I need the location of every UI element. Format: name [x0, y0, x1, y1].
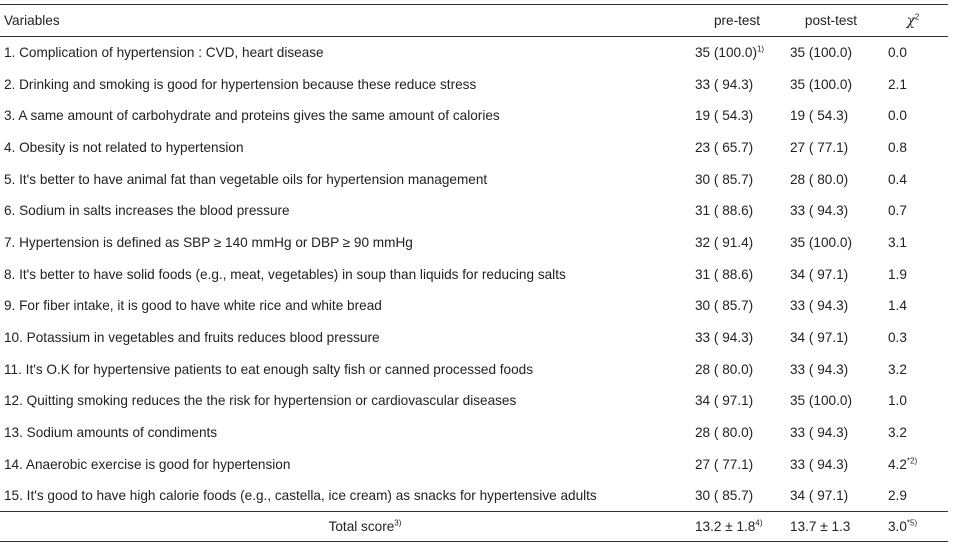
chi-square-value: 1.4 [888, 298, 907, 314]
post-test-cell: 33 ( 94.3) [790, 361, 849, 377]
knowledge-table [0, 4, 948, 542]
chi-square-cell [878, 322, 948, 354]
chi-square-cell [878, 100, 948, 132]
pre-test-value: 34 ( 97.1) [695, 393, 754, 409]
variable-cell: 4. Obesity is not related to hypertension [4, 139, 244, 155]
total-label: Total score [328, 519, 395, 535]
table-row [0, 132, 948, 164]
chi-square-cell [878, 132, 948, 164]
variable-cell: 6. Sodium in salts increases the blood pressure [4, 203, 290, 219]
pre-test-value: 35 (100.0) [695, 45, 757, 61]
post-test-cell: 27 ( 77.1) [790, 139, 849, 155]
post-test-cell: 34 ( 97.1) [790, 488, 849, 504]
chi-square-cell [878, 37, 948, 69]
pre-test-value: 28 ( 80.0) [695, 425, 754, 441]
total-pre: 13.2 ± 1.8 [695, 519, 756, 535]
chi-square-value: 3.2 [888, 361, 907, 377]
chi-square-value: 2.1 [888, 76, 907, 92]
pre-test-cell [690, 258, 784, 290]
table-row [0, 448, 948, 480]
pre-test-value: 19 ( 54.3) [695, 108, 754, 124]
table-row [0, 353, 948, 385]
chi-square-value: 3.2 [888, 425, 907, 441]
pre-test-value: 30 ( 85.7) [695, 298, 754, 314]
header-pre-test: pre-test [690, 5, 784, 37]
post-test-cell: 34 ( 97.1) [790, 330, 849, 346]
pre-test-value: 27 ( 77.1) [695, 456, 754, 472]
pre-test-value: 32 ( 91.4) [695, 234, 754, 250]
post-test-cell: 33 ( 94.3) [790, 456, 849, 472]
pre-test-cell [690, 322, 784, 354]
post-test-cell: 28 ( 80.0) [790, 171, 849, 187]
chi-square-value: 0.0 [888, 45, 907, 61]
pre-test-value: 30 ( 85.7) [695, 488, 754, 504]
chi-square-cell [878, 353, 948, 385]
post-test-cell: 35 (100.0) [790, 234, 852, 250]
table-row [0, 68, 948, 100]
chi-square-cell [878, 417, 948, 449]
total-chi-sup: *5) [906, 518, 918, 528]
pre-test-cell [690, 195, 784, 227]
variable-cell: 15. It's good to have high calorie foods (e.g., castella, ice cream) as snacks for hypertensive adults [4, 488, 597, 504]
pre-test-value: 33 ( 94.3) [695, 76, 754, 92]
pre-test-value: 33 ( 94.3) [695, 330, 754, 346]
chi-square-cell [878, 385, 948, 417]
header-post-test: post-test [784, 5, 878, 37]
variable-cell: 3. A same amount of carbohydrate and proteins gives the same amount of calories [4, 108, 500, 124]
chi-square-value: 3.1 [888, 234, 907, 250]
pre-test-cell [690, 385, 784, 417]
chi-symbol: χ [906, 12, 915, 29]
pre-test-value: 28 ( 80.0) [695, 361, 754, 377]
pre-test-value: 31 ( 88.6) [695, 203, 754, 219]
post-test-cell: 35 (100.0) [790, 393, 852, 409]
pre-test-cell [690, 100, 784, 132]
pre-test-cell [690, 68, 784, 100]
pre-test-cell [690, 37, 784, 69]
total-post-cell [784, 512, 878, 542]
post-test-cell: 19 ( 54.3) [790, 108, 849, 124]
chi-square-cell [878, 480, 948, 512]
variable-cell: 12. Quitting smoking reduces the the risk for hypertension or cardiovascular diseases [4, 393, 517, 409]
chi-square-value: 1.9 [888, 266, 907, 282]
chi-square-value: 1.0 [888, 393, 907, 409]
chi-square-cell [878, 290, 948, 322]
chi-square-value: 0.8 [888, 139, 907, 155]
table-body [0, 37, 948, 542]
chi-square-value: 2.9 [888, 488, 907, 504]
chi-square-value: 0.0 [888, 108, 907, 124]
header-row [0, 5, 948, 37]
knowledge-table-container [0, 4, 948, 542]
header-variables: Variables [0, 5, 690, 37]
variable-cell: 9. For fiber intake, it is good to have white rice and white bread [4, 298, 382, 314]
chi-superscript: 2 [914, 11, 920, 21]
header-chi-square [878, 5, 948, 37]
table-row [0, 227, 948, 259]
chi-square-footnote: *2) [906, 456, 918, 466]
pre-test-cell [690, 163, 784, 195]
pre-test-value: 31 ( 88.6) [695, 266, 754, 282]
chi-square-cell [878, 258, 948, 290]
pre-test-cell [690, 132, 784, 164]
chi-square-cell [878, 195, 948, 227]
post-test-cell: 35 (100.0) [790, 45, 852, 61]
post-test-cell: 33 ( 94.3) [790, 298, 849, 314]
post-test-cell: 35 (100.0) [790, 76, 852, 92]
variable-cell: 8. It's better to have solid foods (e.g., meat, vegetables) in soup than liquids for reducing salts [4, 266, 566, 282]
pre-test-value: 23 ( 65.7) [695, 139, 754, 155]
table-row [0, 258, 948, 290]
total-label-cell [0, 512, 690, 542]
total-pre-sup: 4) [755, 518, 763, 528]
table-row [0, 385, 948, 417]
total-chi: 3.0 [888, 519, 907, 535]
total-pre-cell [690, 512, 784, 542]
total-chi-cell [878, 512, 948, 542]
pre-test-cell [690, 353, 784, 385]
post-test-cell: 34 ( 97.1) [790, 266, 849, 282]
table-header [0, 5, 948, 37]
table-row [0, 37, 948, 69]
table-row [0, 100, 948, 132]
chi-square-cell [878, 448, 948, 480]
table-row [0, 480, 948, 512]
chi-square-cell [878, 227, 948, 259]
chi-square-value: 0.7 [888, 203, 907, 219]
table-row [0, 195, 948, 227]
variable-cell: 2. Drinking and smoking is good for hypertension because these reduce stress [4, 76, 477, 92]
chi-square-value: 0.3 [888, 330, 907, 346]
total-label-sup: 3) [394, 518, 402, 528]
variable-cell: 13. Sodium amounts of condiments [4, 425, 218, 441]
variable-cell: 14. Anaerobic exercise is good for hypertension [4, 456, 291, 472]
table-row [0, 290, 948, 322]
table-row [0, 417, 948, 449]
chi-square-value: 4.2 [888, 456, 907, 472]
variable-cell: 7. Hypertension is defined as SBP ≥ 140 mmHg or DBP ≥ 90 mmHg [4, 234, 413, 250]
table-row [0, 322, 948, 354]
post-test-cell: 33 ( 94.3) [790, 203, 849, 219]
pre-test-cell [690, 417, 784, 449]
variable-cell: 10. Potassium in vegetables and fruits reduces blood pressure [4, 330, 380, 346]
chi-square-value: 0.4 [888, 171, 907, 187]
pre-test-footnote: 1) [756, 44, 765, 54]
total-post: 13.7 ± 1.3 [790, 519, 851, 535]
pre-test-value: 30 ( 85.7) [695, 171, 754, 187]
variable-cell: 5. It's better to have animal fat than vegetable oils for hypertension management [4, 171, 488, 187]
post-test-cell: 33 ( 94.3) [790, 425, 849, 441]
variable-cell: 1. Complication of hypertension : CVD, heart disease [4, 45, 324, 61]
pre-test-cell [690, 448, 784, 480]
pre-test-cell [690, 290, 784, 322]
variable-cell: 11. It's O.K for hypertensive patients to eat enough salty fish or canned processed foods [4, 361, 534, 377]
total-row [0, 512, 948, 542]
pre-test-cell [690, 480, 784, 512]
chi-square-cell [878, 163, 948, 195]
pre-test-cell [690, 227, 784, 259]
table-row [0, 163, 948, 195]
chi-square-cell [878, 68, 948, 100]
